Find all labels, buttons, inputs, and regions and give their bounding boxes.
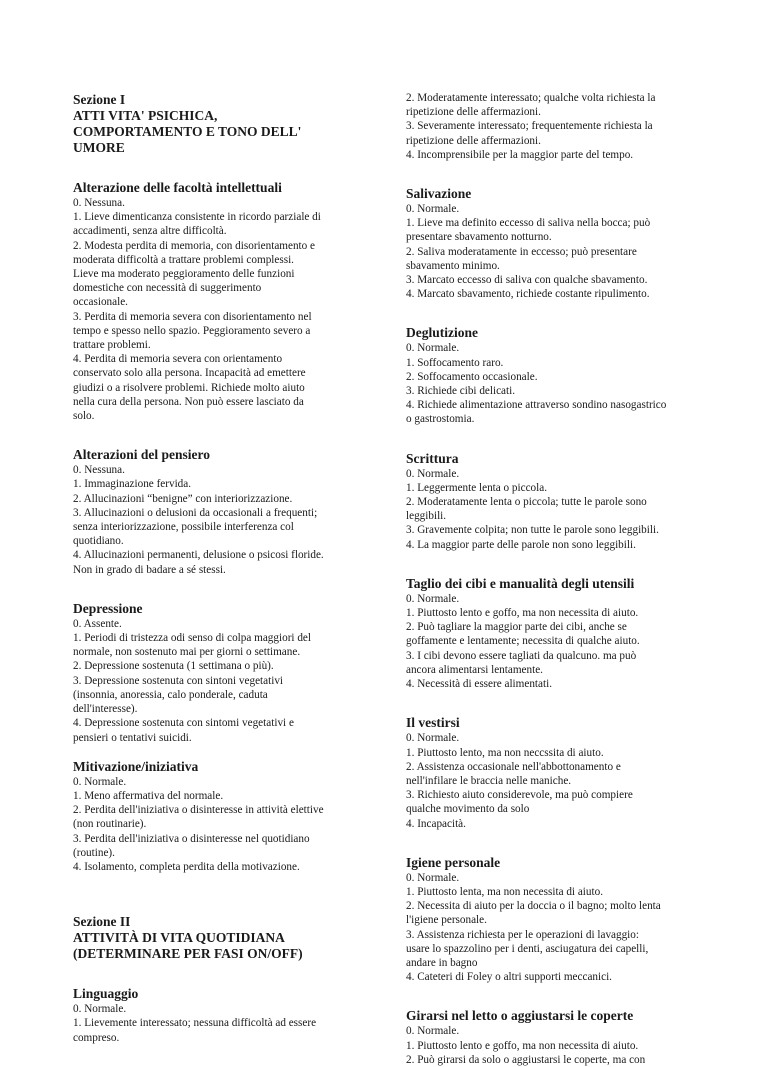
item-line: compreso.	[73, 1031, 120, 1044]
section-title: (DETERMINARE PER FASI ON/OFF)	[73, 946, 303, 962]
item-line: 2. Modesta perdita di memoria, con disorientamento e	[73, 239, 316, 252]
item-line: 0. Nessuna.	[73, 464, 125, 477]
item-line: usare lo spazzolino per i denti, asciugatura dei capelli,	[406, 942, 649, 955]
item-line: 3. Perdita di memoria severa con disorientamento nel	[73, 310, 312, 323]
item-line: 4. Richiede alimentazione attraverso sondino nasogastrico	[406, 399, 667, 412]
item-line: 0. Nessuna.	[73, 197, 125, 209]
item-line: 1. Immaginazione fervida.	[73, 478, 192, 491]
item-line: 0. Assente.	[73, 617, 122, 630]
item-line: trattare problemi.	[73, 339, 151, 352]
item-line: nella cura della persona. Non può essere lasciato da	[73, 395, 304, 408]
section-spacer	[73, 874, 363, 914]
item-line: presentare sbavamento notturno.	[406, 231, 552, 244]
subsection-heading: Igiene personale	[406, 854, 501, 870]
item-line: 2. Può tagliare la maggior parte dei cibi, anche se	[406, 621, 627, 634]
item-line: o gastrostomia.	[406, 413, 475, 426]
section-title: COMPORTAMENTO E TONO DELL'	[73, 124, 302, 139]
item-line: 2. Moderatamente interessato; qualche volta richiesta la	[406, 92, 656, 104]
item-line: normale, non sostenuto mai per giorni o settimane.	[73, 646, 301, 659]
item-line: qualche movimento da solo	[406, 803, 530, 816]
item-line: 3. Perdita dell'iniziativa o disinteresse nel quotidiano	[73, 832, 310, 845]
subsection-heading: Il vestirsi	[406, 715, 460, 731]
item-line: quotidiano.	[73, 535, 124, 548]
item-line: 0. Normale.	[406, 871, 460, 884]
item-line: pensieri o tentativi suicidi.	[73, 731, 192, 744]
subsection-heading: Mitivazione/iniziativa	[73, 758, 199, 774]
section-label: Sezione I	[73, 92, 126, 107]
item-line: 3. Depressione sostenuta con sintoni vegetativi	[73, 674, 284, 687]
subsection-heading: Alterazioni del pensiero	[73, 447, 210, 463]
subsection-heading: Depressione	[73, 600, 143, 616]
section-title: ATTIVITÀ DI VITA QUOTIDIANA	[73, 930, 285, 946]
item-line: 4. Perdita di memoria severa con orientamento	[73, 353, 283, 366]
item-line: moderata difficoltà a trattare problemi complessi.	[73, 253, 294, 266]
item-line: conservato solo alla persona. Incapacità ad emettere	[73, 367, 306, 380]
subsection-heading: Taglio dei cibi e manualità degli utensili	[406, 575, 635, 591]
item-line: 1. Piuttosto lento, ma non neccssita di aiuto.	[406, 746, 604, 759]
item-line: ancora alimentarsi lentamente.	[406, 663, 543, 676]
item-line: 1. Soffocamento raro.	[406, 356, 504, 369]
item-line: 0. Normale.	[406, 592, 460, 605]
subsection-heading: Scrittura	[406, 450, 459, 466]
item-line: 4. Necessità di essere alimentati.	[406, 678, 553, 691]
subsection-heading: Deglutizione	[406, 325, 478, 341]
section-title: ATTI VITA' PSICHICA,	[73, 108, 218, 123]
item-line: 0. Normale.	[406, 467, 460, 480]
item-line: 3. Gravemente colpita; non tutte le parole sono leggibili.	[406, 524, 659, 537]
item-line: 3. Severamente interessato; frequentemente richiesta la	[406, 120, 653, 133]
item-line: dell'interesse).	[73, 703, 138, 716]
item-line: 0. Normale.	[73, 775, 127, 788]
item-line: solo.	[73, 410, 95, 423]
subsection-heading: Linguaggio	[73, 986, 139, 1002]
item-line: ripetizione delle affermazioni.	[406, 134, 541, 147]
item-line: domestiche con necessità di suggerimento	[73, 282, 262, 295]
item-line: tempo e spesso nello spazio. Peggioramento severo a	[73, 324, 311, 337]
item-line: 2. Depressione sostenuta (1 settimana o più).	[73, 660, 274, 673]
item-line: 1. Lieve ma definito eccesso di saliva nella bocca; può	[406, 217, 651, 230]
subsection-heading: Girarsi nel letto o aggiustarsi le coperte	[406, 1008, 634, 1024]
item-line: 0. Normale.	[406, 1025, 460, 1038]
item-line: 0. Normale.	[73, 1003, 127, 1016]
item-line: l'igiene personale.	[406, 914, 487, 927]
item-line: 2. Soffocamento occasionale.	[406, 370, 538, 383]
item-line: 3. Richiesto aiuto considerevole, ma può compiere	[406, 789, 633, 802]
item-line: 0. Normale.	[406, 732, 460, 745]
item-line: 2. Allucinazioni “benigne” con interiorizzazione.	[73, 492, 293, 505]
item-line: 1. Lievemente interessato; nessuna difficoltà ad essere	[73, 1017, 317, 1030]
item-line: (routine).	[73, 846, 115, 859]
item-line: 4. Allucinazioni permanenti, delusione o psicosi floride.	[73, 549, 324, 562]
item-line: 2. Perdita dell'iniziativa o disinteresse in attività elettive	[73, 804, 324, 817]
item-line: 3. I cibi devono essere tagliati da qualcuno. ma può	[406, 649, 637, 662]
item-line: 1. Leggermente lenta o piccola.	[406, 481, 548, 494]
item-line: 4. Cateteri di Foley o altri supporti meccanici.	[406, 971, 612, 984]
right-column	[406, 0, 698, 1067]
item-line: 2. Può girarsi da solo o aggiustarsi le coperte, ma con	[406, 1053, 646, 1066]
item-line: goffamente e lentamente; necessita di qualche aiuto.	[406, 635, 640, 648]
item-line: 3. Marcato eccesso di saliva con qualche sbavamento.	[406, 274, 648, 287]
item-line: 4. Isolamento, completa perdita della motivazione.	[73, 860, 300, 873]
item-line: 4. La maggior parte delle parole non sono leggibili.	[406, 538, 636, 551]
item-line: sbavamento minimo.	[406, 259, 500, 272]
item-line: ripetizione delle affermazioni.	[406, 106, 541, 119]
item-line: leggibili.	[406, 510, 447, 523]
item-line: 1. Piuttosto lento e goffo, ma non necessita di aiuto.	[406, 1039, 639, 1052]
section-title: UMORE	[73, 140, 125, 155]
item-line: 1. Piuttosto lento e goffo, ma non necessita di aiuto.	[406, 607, 639, 620]
item-line: 1. Periodi di tristezza odi senso di colpa maggiori del	[73, 632, 311, 645]
item-line: 2. Saliva moderatamente in eccesso; può presentare	[406, 245, 637, 258]
subsection-heading: Salivazione	[406, 186, 472, 202]
item-line: 1. Lieve dimenticanza consistente in ricordo parziale di	[73, 211, 321, 224]
item-line: 4. Incapacità.	[406, 817, 466, 830]
item-line: Lieve ma moderato peggioramento delle funzioni	[73, 268, 295, 281]
item-line: 2. Moderatamente lenta o piccola; tutte le parole sono	[406, 496, 647, 509]
item-line: 2. Assistenza occasionale nell'abbottonamento e	[406, 760, 621, 773]
item-line: 4. Incomprensibile per la maggior parte del tempo.	[406, 148, 634, 161]
item-line: giudizi o a risolvere problemi. Richiede molto aiuto	[73, 381, 305, 394]
section-label: Sezione II	[73, 914, 131, 930]
item-line: 0. Normale.	[406, 342, 460, 355]
item-line: 3. Assistenza richiesta per le operazioni di lavaggio:	[406, 928, 639, 941]
item-line: 3. Allucinazioni o delusioni da occasionali a frequenti;	[73, 506, 318, 519]
item-line: Non in grado di badare a sé stessi.	[73, 563, 226, 576]
item-line: nell'infilare le braccia nelle maniche.	[406, 774, 572, 787]
item-line: 0. Normale.	[406, 203, 460, 216]
item-line: 4. Marcato sbavamento, richiede costante ripulimento.	[406, 288, 650, 301]
item-line: (insonnia, anoressia, calo ponderale, caduta	[73, 688, 268, 701]
item-line: 4. Depressione sostenuta con sintomi vegetativi e	[73, 717, 294, 730]
item-line: 3. Richiede cibi delicati.	[406, 385, 516, 398]
item-line: 1. Meno affermativa del normale.	[73, 789, 224, 802]
left-column	[73, 0, 363, 1045]
item-line: occasionale.	[73, 296, 128, 309]
item-line: 2. Necessita di aiuto per la doccia o il bagno; molto lenta	[406, 900, 661, 913]
item-line: (non routinarie).	[73, 818, 147, 831]
subsection-heading: Alterazione delle facoltà intellettuali	[73, 180, 282, 195]
item-line: accadimenti, senza altre difficoltà.	[73, 225, 227, 238]
item-line: 1. Piuttosto lenta, ma non necessita di aiuto.	[406, 885, 603, 898]
item-line: andare in bagno	[406, 956, 478, 969]
item-line: senza interiorizzazione, possibile interferenza col	[73, 521, 294, 534]
